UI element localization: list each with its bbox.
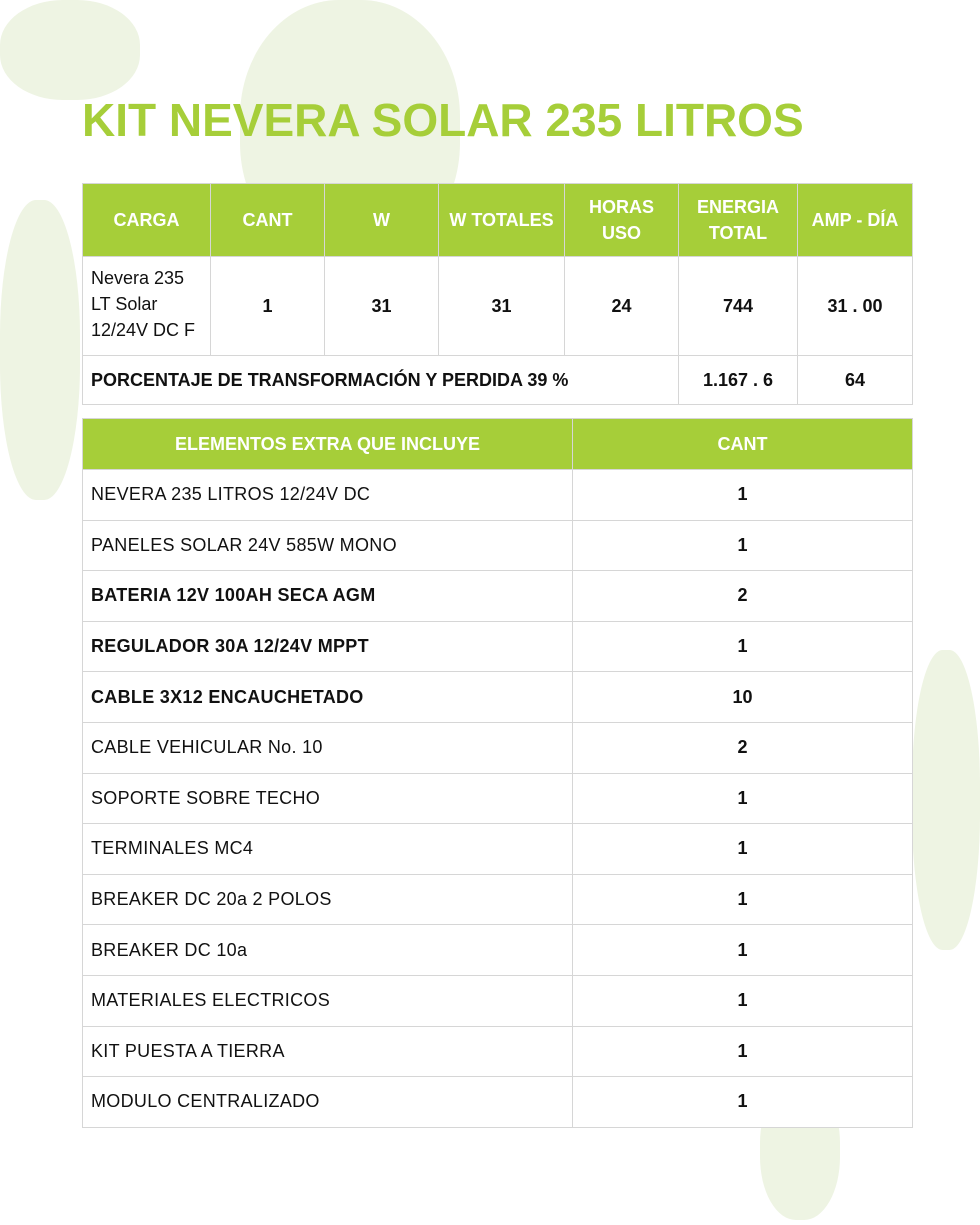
item-name: TERMINALES MC4	[83, 824, 573, 875]
energia-total-cell: 744	[679, 257, 798, 356]
table-row	[83, 1026, 913, 1077]
item-quantity: 1	[573, 520, 913, 571]
item-name: SOPORTE SOBRE TECHO	[83, 773, 573, 824]
header-carga: CARGA	[83, 184, 211, 257]
summary-energia: 1.167 . 6	[679, 356, 798, 405]
amp-dia-cell: 31 . 00	[798, 257, 913, 356]
table-row	[83, 722, 913, 773]
header-w-totales: W TOTALES	[439, 184, 565, 257]
item-name: BATERIA 12V 100AH SECA AGM	[83, 571, 573, 622]
summary-label: PORCENTAJE DE TRANSFORMACIÓN Y PERDIDA 39 %	[83, 356, 679, 405]
item-quantity: 1	[573, 925, 913, 976]
item-name: REGULADOR 30A 12/24V MPPT	[83, 621, 573, 672]
extras-table-header	[83, 419, 913, 470]
item-quantity: 2	[573, 571, 913, 622]
table-row	[83, 975, 913, 1026]
item-quantity: 1	[573, 621, 913, 672]
header-energia-total: ENERGIA TOTAL	[679, 184, 798, 257]
table-row	[83, 470, 913, 521]
table-row	[83, 773, 913, 824]
table-row	[83, 520, 913, 571]
item-name: BREAKER DC 20a 2 POLOS	[83, 874, 573, 925]
page-title	[82, 88, 912, 152]
table-row	[83, 925, 913, 976]
header-cant: CANT	[211, 184, 325, 257]
item-quantity: 1	[573, 773, 913, 824]
item-quantity: 10	[573, 672, 913, 723]
item-name: MATERIALES ELECTRICOS	[83, 975, 573, 1026]
table-row	[83, 824, 913, 875]
header-elementos: ELEMENTOS EXTRA QUE INCLUYE	[83, 419, 573, 470]
horas-uso-cell: 24	[565, 257, 679, 356]
w-totales-cell: 31	[439, 257, 565, 356]
table-row	[83, 1077, 913, 1128]
header-w: W	[325, 184, 439, 257]
item-quantity: 1	[573, 1026, 913, 1077]
item-name: MODULO CENTRALIZADO	[83, 1077, 573, 1128]
world-map-background	[0, 200, 80, 500]
item-name: NEVERA 235 LITROS 12/24V DC	[83, 470, 573, 521]
item-quantity: 1	[573, 874, 913, 925]
world-map-background	[912, 650, 980, 950]
item-quantity: 1	[573, 824, 913, 875]
header-horas-uso: HORAS USO	[565, 184, 679, 257]
table-row	[83, 621, 913, 672]
carga-cell	[83, 257, 211, 356]
cant-cell: 1	[211, 257, 325, 356]
carga-text: Nevera 235 LT Solar 12/24V DC F	[91, 268, 196, 340]
load-table-header	[83, 184, 913, 257]
item-quantity: 1	[573, 1077, 913, 1128]
header-amp-dia: AMP - DÍA	[798, 184, 913, 257]
summary-row	[83, 356, 913, 405]
item-name: KIT PUESTA A TIERRA	[83, 1026, 573, 1077]
header-cant: CANT	[573, 419, 913, 470]
table-row	[83, 571, 913, 622]
title-text: KIT NEVERA SOLAR 235 LITROS	[82, 94, 804, 146]
item-quantity: 1	[573, 975, 913, 1026]
item-quantity: 1	[573, 470, 913, 521]
table-row	[83, 257, 913, 356]
item-quantity: 2	[573, 722, 913, 773]
world-map-background	[0, 0, 140, 100]
item-name: PANELES SOLAR 24V 585W MONO	[83, 520, 573, 571]
summary-amp: 64	[798, 356, 913, 405]
item-name: BREAKER DC 10a	[83, 925, 573, 976]
extras-table	[82, 418, 913, 1128]
load-table	[82, 183, 913, 405]
item-name: CABLE VEHICULAR No. 10	[83, 722, 573, 773]
item-name: CABLE 3X12 ENCAUCHETADO	[83, 672, 573, 723]
w-cell: 31	[325, 257, 439, 356]
table-row	[83, 672, 913, 723]
table-row	[83, 874, 913, 925]
